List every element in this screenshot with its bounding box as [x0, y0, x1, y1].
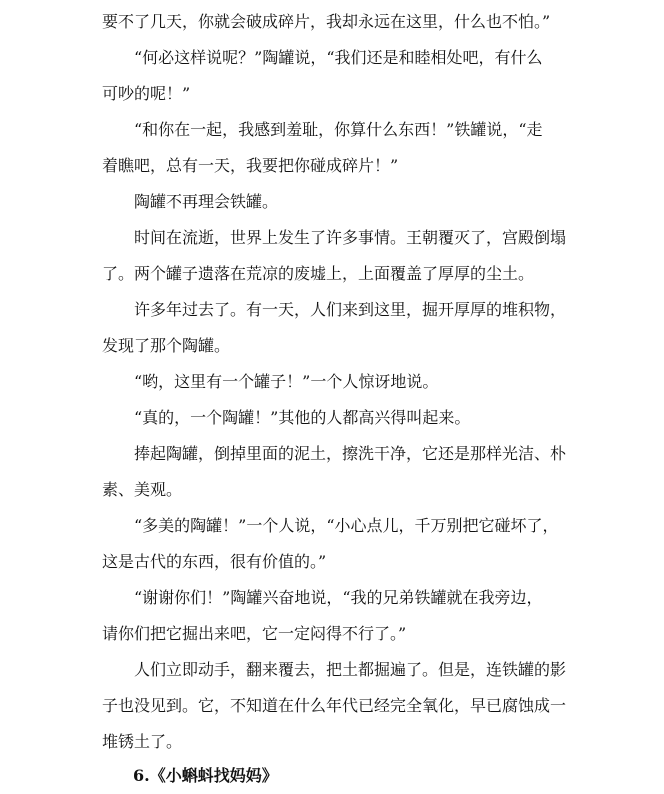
text-line-2: “何必这样说呢？”陶罐说，“我们还是和睦相处吧，有什么 — [134, 48, 543, 67]
text-line-17: “谢谢你们！”陶罐兴奋地说，“我的兄弟铁罐就在我旁边， — [134, 588, 543, 607]
text-line-5: 着瞧吧，总有一天，我要把你碰成碎片！” — [102, 156, 399, 175]
text-line-18: 请你们把它掘出来吧，它一定闷得不行了。” — [102, 624, 407, 643]
text-line-6: 陶罐不再理会铁罐。 — [134, 192, 279, 211]
text-line-4: “和你在一起，我感到羞耻，你算什么东西！”铁罐说，“走 — [134, 120, 543, 139]
text-line-13: 捧起陶罐，倒掉里面的泥土，擦洗干净，它还是那样光洁、朴 — [134, 444, 567, 463]
text-line-11: “哟，这里有一个罐子！”一个人惊讶地说。 — [134, 372, 439, 391]
text-line-9: 许多年过去了。有一天，人们来到这里，掘开厚厚的堆积物， — [134, 300, 567, 319]
section-heading: 6.《小蝌蚪找妈妈》 — [133, 766, 278, 785]
text-line-8: 了。两个罐子遗落在荒凉的废墟上，上面覆盖了厚厚的尘土。 — [102, 264, 535, 283]
text-line-12: “真的，一个陶罐！”其他的人都高兴得叫起来。 — [134, 408, 471, 427]
text-line-1: 要不了几天，你就会破成碎片，我却永远在这里，什么也不怕。” — [102, 12, 551, 31]
text-line-16: 这是古代的东西，很有价值的。” — [102, 552, 327, 571]
text-line-20: 子也没见到。它，不知道在什么年代已经完全氧化，早已腐蚀成一 — [102, 696, 567, 715]
text-line-10: 发现了那个陶罐。 — [102, 336, 231, 355]
text-line-14: 素、美观。 — [102, 480, 183, 499]
text-line-15: “多美的陶罐！”一个人说，“小心点儿，千万别把它碰坏了， — [134, 516, 559, 535]
text-line-19: 人们立即动手，翻来覆去，把土都掘遍了。但是，连铁罐的影 — [134, 660, 567, 679]
text-line-21: 堆锈土了。 — [102, 732, 183, 751]
text-line-7: 时间在流逝，世界上发生了许多事情。王朝覆灭了，宫殿倒塌 — [134, 228, 567, 247]
text-line-3: 可吵的呢！” — [102, 84, 191, 103]
